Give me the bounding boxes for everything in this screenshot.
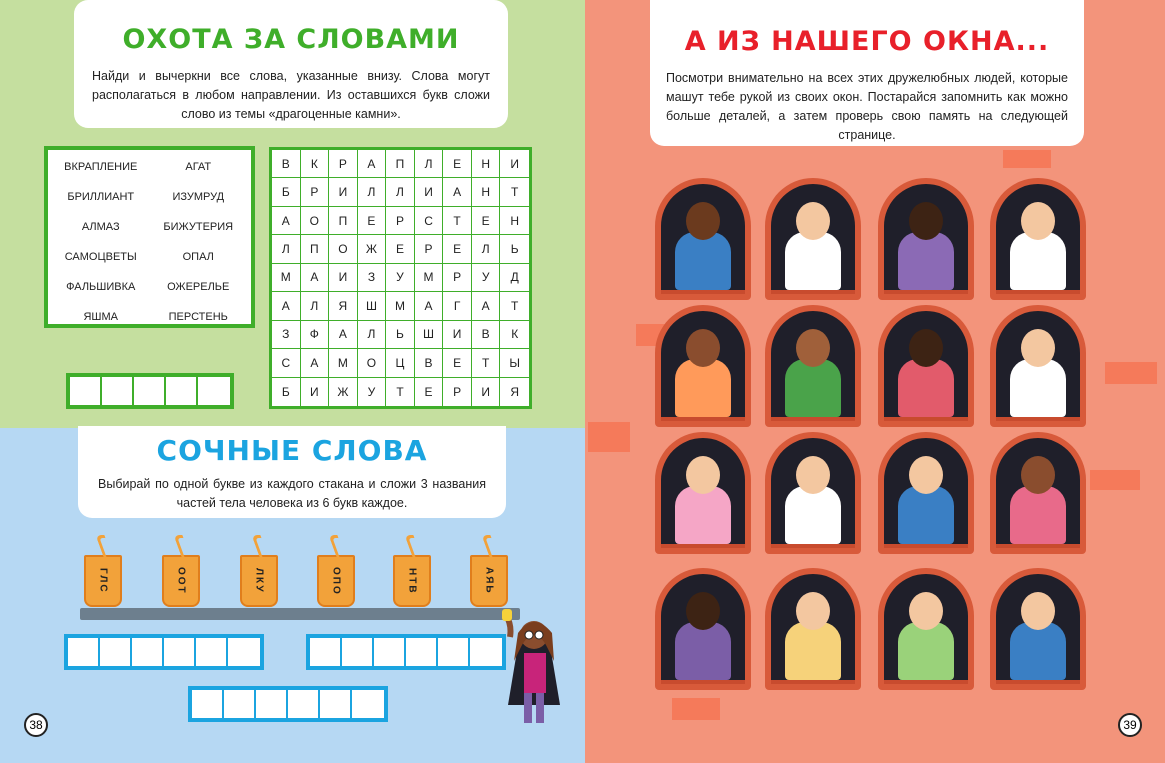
grid-cell[interactable]: Р <box>329 150 358 178</box>
grid-cell[interactable]: И <box>415 178 444 206</box>
grid-cell[interactable]: О <box>301 207 330 235</box>
person-head <box>796 329 830 367</box>
word-list-item: САМОЦВЕТЫ <box>64 251 137 263</box>
word-list-item: ИЗУМРУД <box>172 191 225 203</box>
brick-decoration <box>1003 150 1051 168</box>
waving-person <box>898 622 954 680</box>
waving-person <box>1010 359 1066 417</box>
grid-cell[interactable]: Ш <box>415 321 444 349</box>
glass-letters: ГЛС <box>97 568 109 594</box>
word-list-item: БИЖУТЕРИЯ <box>163 221 234 233</box>
grid-cell[interactable]: В <box>472 321 501 349</box>
letter-box[interactable] <box>196 638 228 666</box>
letter-box[interactable] <box>166 377 198 405</box>
window <box>655 178 751 300</box>
window-game-instructions: Посмотри внимательно на всех этих дружелюбных людей, которые машут тебе рукой из своих окон. Постарайся запомнить как можно больше деталей, а затем проверь свою память на следующей странице. <box>666 71 1068 142</box>
brick-decoration <box>1105 362 1157 384</box>
body-part-answer-2[interactable] <box>306 634 506 670</box>
letter-box[interactable] <box>102 377 134 405</box>
waving-person <box>1010 622 1066 680</box>
page-number-right: 39 <box>1118 713 1142 737</box>
grid-cell[interactable]: Ь <box>386 321 415 349</box>
grid-cell[interactable]: Р <box>386 207 415 235</box>
person-head <box>909 456 943 494</box>
person-head <box>686 329 720 367</box>
grid-cell[interactable]: Е <box>472 207 501 235</box>
grid-cell[interactable]: Л <box>358 321 387 349</box>
letter-box[interactable] <box>100 638 132 666</box>
window <box>655 305 751 427</box>
grid-cell[interactable]: Л <box>358 178 387 206</box>
person-head <box>909 329 943 367</box>
letter-box[interactable] <box>374 638 406 666</box>
person-head <box>909 202 943 240</box>
grid-cell[interactable]: О <box>358 349 387 377</box>
grid-cell[interactable]: У <box>386 264 415 292</box>
person-head <box>1021 202 1055 240</box>
grid-cell[interactable]: В <box>415 349 444 377</box>
grid-cell[interactable]: А <box>329 321 358 349</box>
body-part-answer-1[interactable] <box>64 634 264 670</box>
grid-cell[interactable]: О <box>329 235 358 263</box>
word-list-item: ЯШМА <box>83 311 119 323</box>
grid-cell[interactable]: А <box>472 292 501 320</box>
shelf <box>80 608 520 620</box>
grid-cell[interactable]: А <box>301 349 330 377</box>
grid-cell[interactable]: Т <box>500 292 529 320</box>
grid-cell[interactable]: Т <box>472 349 501 377</box>
letter-box[interactable] <box>320 690 352 718</box>
grid-cell[interactable]: У <box>358 378 387 406</box>
word-list-item: АГАТ <box>185 161 212 173</box>
waving-person <box>785 359 841 417</box>
grid-cell[interactable]: Н <box>500 207 529 235</box>
word-search-grid[interactable] <box>269 147 532 409</box>
grid-cell[interactable]: Е <box>443 235 472 263</box>
grid-cell[interactable]: И <box>500 150 529 178</box>
person-head <box>686 202 720 240</box>
window <box>878 432 974 554</box>
grid-cell[interactable]: Т <box>443 207 472 235</box>
grid-cell[interactable]: А <box>415 292 444 320</box>
juice-glass <box>393 555 431 607</box>
grid-cell[interactable]: А <box>272 292 301 320</box>
word-hunt-title: ОХОТА ЗА СЛОВАМИ <box>122 24 460 55</box>
grid-cell[interactable]: Е <box>386 235 415 263</box>
person-head <box>909 592 943 630</box>
window <box>655 432 751 554</box>
juice-glass <box>240 555 278 607</box>
person-head <box>686 592 720 630</box>
letter-box[interactable] <box>192 690 224 718</box>
grid-cell[interactable]: К <box>500 321 529 349</box>
glass-letters: ОПО <box>330 566 342 596</box>
word-list-item: ОПАЛ <box>182 251 214 263</box>
word-hunt-instructions: Найди и вычеркни все слова, указанные внизу. Слова могут располагаться в любом направлении. Из оставшихся букв сложи слово из темы «драгоценные камни». <box>92 69 490 121</box>
window <box>878 178 974 300</box>
person-head <box>796 592 830 630</box>
person-head <box>796 456 830 494</box>
window <box>990 568 1086 690</box>
grid-cell[interactable]: Л <box>301 292 330 320</box>
grid-cell[interactable]: С <box>415 207 444 235</box>
grid-cell[interactable]: Р <box>415 235 444 263</box>
grid-cell[interactable]: И <box>301 378 330 406</box>
glass-letters: ЛКУ <box>253 568 265 594</box>
window <box>765 432 861 554</box>
waving-person <box>898 359 954 417</box>
waving-person <box>785 622 841 680</box>
grid-cell[interactable]: П <box>301 235 330 263</box>
glass-letters: АЯЬ <box>483 567 495 595</box>
waving-person <box>898 232 954 290</box>
letter-box[interactable] <box>256 690 288 718</box>
grid-cell[interactable]: Б <box>272 378 301 406</box>
window-game-title: А ИЗ НАШЕГО ОКНА... <box>684 26 1050 57</box>
grid-cell[interactable]: Н <box>472 150 501 178</box>
waving-person <box>675 232 731 290</box>
waving-person <box>1010 486 1066 544</box>
word-list-item: ОЖЕРЕЛЬЕ <box>167 281 230 293</box>
word-list-item: ВКРАПЛЕНИЕ <box>64 161 138 173</box>
grid-cell[interactable]: Н <box>472 178 501 206</box>
grid-cell[interactable]: Ы <box>500 349 529 377</box>
person-head <box>796 202 830 240</box>
letter-box[interactable] <box>224 690 256 718</box>
word-list-item: ПЕРСТЕНЬ <box>168 311 228 323</box>
brick-decoration <box>588 422 630 452</box>
window <box>765 178 861 300</box>
grid-cell[interactable]: Ж <box>329 378 358 406</box>
grid-cell[interactable]: Ц <box>386 349 415 377</box>
grid-cell[interactable]: Е <box>415 378 444 406</box>
grid-cell[interactable]: Г <box>443 292 472 320</box>
waving-person <box>675 486 731 544</box>
girl-illustration <box>488 605 578 733</box>
grid-cell[interactable]: Е <box>358 207 387 235</box>
grid-cell[interactable]: Л <box>415 150 444 178</box>
grid-cell[interactable]: Р <box>443 378 472 406</box>
word-hunt-card <box>74 0 508 128</box>
grid-cell[interactable]: С <box>272 349 301 377</box>
grid-cell[interactable]: Е <box>443 150 472 178</box>
grid-cell[interactable]: З <box>358 264 387 292</box>
waving-person <box>785 232 841 290</box>
person-head <box>686 456 720 494</box>
grid-cell[interactable]: Л <box>472 235 501 263</box>
letter-box[interactable] <box>164 638 196 666</box>
glass-letters: НТВ <box>406 567 418 595</box>
letter-box[interactable] <box>438 638 470 666</box>
page-number-left: 38 <box>24 713 48 737</box>
letter-box[interactable] <box>352 690 384 718</box>
grid-cell[interactable]: А <box>272 207 301 235</box>
grid-cell[interactable]: Я <box>329 292 358 320</box>
waving-person <box>675 359 731 417</box>
window <box>878 568 974 690</box>
grid-cell[interactable]: И <box>329 264 358 292</box>
grid-cell[interactable]: Е <box>443 349 472 377</box>
waving-person <box>898 486 954 544</box>
grid-cell[interactable]: М <box>386 292 415 320</box>
grid-cell[interactable]: Т <box>500 178 529 206</box>
grid-cell[interactable]: З <box>272 321 301 349</box>
grid-cell[interactable]: М <box>329 349 358 377</box>
grid-cell[interactable]: П <box>386 150 415 178</box>
grid-cell[interactable]: А <box>358 150 387 178</box>
window <box>878 305 974 427</box>
word-list-item: ФАЛЬШИВКА <box>66 281 136 293</box>
grid-cell[interactable]: Л <box>386 178 415 206</box>
window <box>990 305 1086 427</box>
letter-box[interactable] <box>288 690 320 718</box>
window <box>765 568 861 690</box>
word-list-item: АЛМАЗ <box>81 221 120 233</box>
waving-person <box>1010 232 1066 290</box>
grid-cell[interactable]: Д <box>500 264 529 292</box>
brick-decoration <box>672 698 720 720</box>
juicy-words-title: СОЧНЫЕ СЛОВА <box>156 434 428 467</box>
grid-cell[interactable]: А <box>301 264 330 292</box>
grid-cell[interactable]: М <box>272 264 301 292</box>
letter-box[interactable] <box>342 638 374 666</box>
body-part-answer-3[interactable] <box>188 686 388 722</box>
window <box>990 178 1086 300</box>
person-head <box>1021 329 1055 367</box>
grid-cell[interactable]: У <box>472 264 501 292</box>
word-list <box>44 146 255 328</box>
grid-cell[interactable]: Я <box>510 384 520 399</box>
grid-cell[interactable]: Л <box>272 235 301 263</box>
brick-decoration <box>1090 470 1140 490</box>
grid-cell[interactable]: Р <box>301 178 330 206</box>
juicy-words-instructions: Выбирай по одной букве из каждого стакана и сложи 3 названия частей тела человека из 6 букв каждое. <box>98 477 486 510</box>
window <box>765 305 861 427</box>
window <box>655 568 751 690</box>
grid-cell[interactable]: Ф <box>301 321 330 349</box>
window-game-card <box>650 0 1084 146</box>
waving-person <box>675 622 731 680</box>
grid-cell[interactable]: Ш <box>358 292 387 320</box>
letter-box[interactable] <box>406 638 438 666</box>
letter-box[interactable] <box>70 377 102 405</box>
juice-glass <box>84 555 122 607</box>
letter-box[interactable] <box>134 377 166 405</box>
person-head <box>1021 592 1055 630</box>
grid-cell[interactable]: А <box>443 178 472 206</box>
grid-cell[interactable]: И <box>329 178 358 206</box>
grid-cell[interactable]: М <box>415 264 444 292</box>
grid-cell[interactable]: Т <box>386 378 415 406</box>
grid-cell[interactable]: Ж <box>358 235 387 263</box>
waving-person <box>785 486 841 544</box>
letter-box[interactable] <box>132 638 164 666</box>
grid-cell[interactable]: Б <box>272 178 301 206</box>
letter-box[interactable] <box>310 638 342 666</box>
grid-cell[interactable]: И <box>472 378 501 406</box>
grid-cell[interactable]: К <box>301 150 330 178</box>
gem-answer-boxes[interactable] <box>66 373 234 409</box>
grid-cell[interactable]: П <box>329 207 358 235</box>
grid-cell[interactable]: В <box>272 150 301 178</box>
grid-cell[interactable]: И <box>443 321 472 349</box>
grid-cell[interactable]: Ь <box>500 235 529 263</box>
letter-box[interactable] <box>68 638 100 666</box>
glass-letters: ООТ <box>175 567 187 595</box>
grid-cell[interactable]: Р <box>443 264 472 292</box>
juice-glass <box>317 555 355 607</box>
window <box>990 432 1086 554</box>
letter-box[interactable] <box>198 377 230 405</box>
word-list-item: БРИЛЛИАНТ <box>67 191 135 203</box>
person-head <box>1021 456 1055 494</box>
juice-glass <box>162 555 200 607</box>
juicy-words-card <box>78 426 506 518</box>
letter-box[interactable] <box>228 638 260 666</box>
juice-glass <box>470 555 508 607</box>
